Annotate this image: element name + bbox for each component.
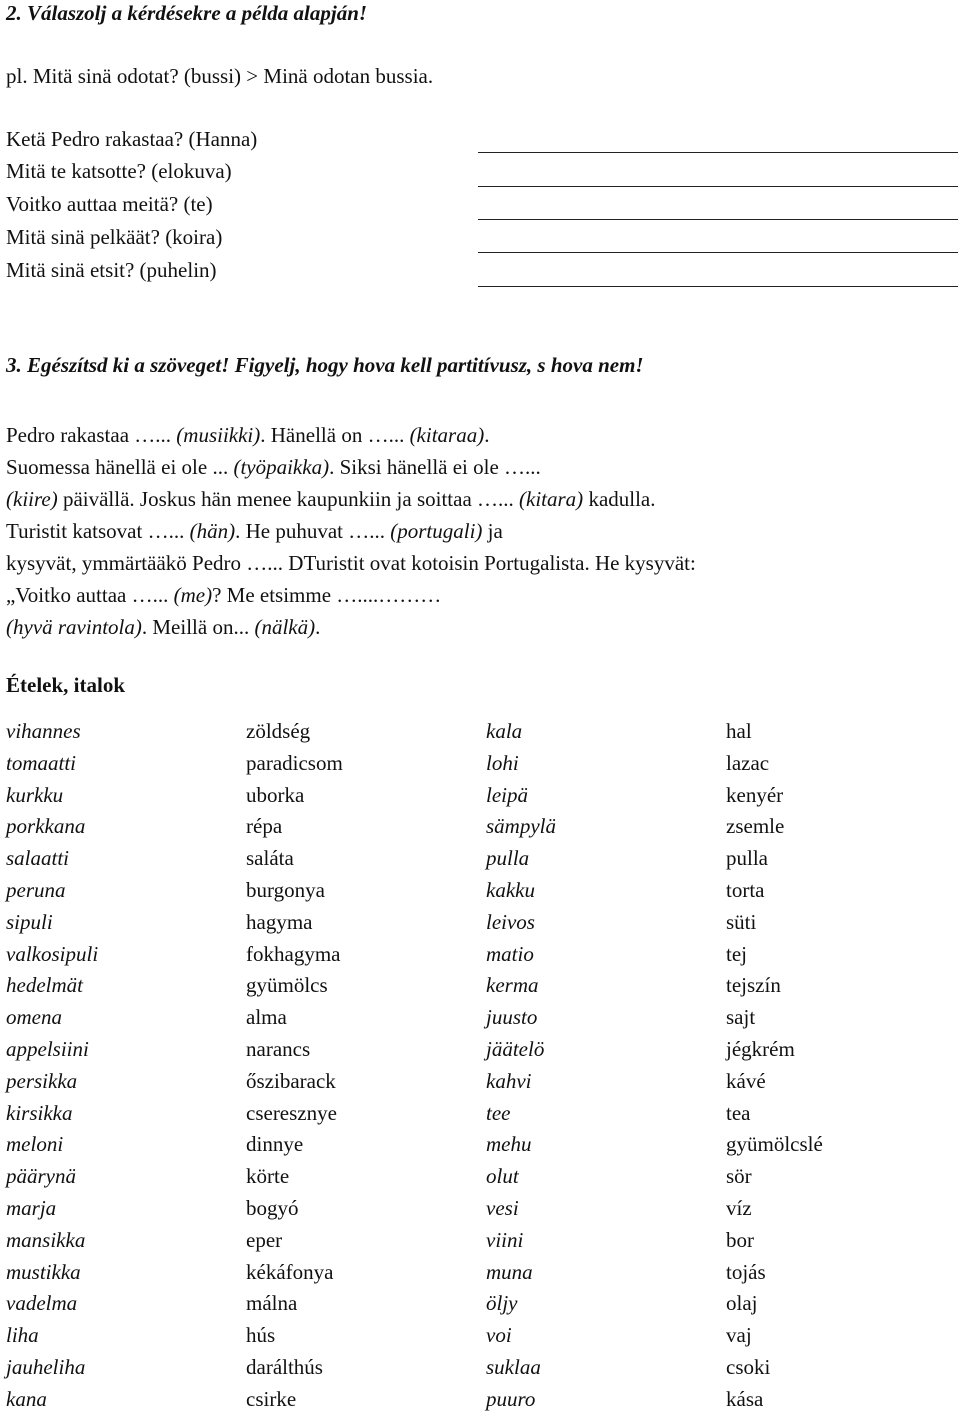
finnish-word: hedelmät	[6, 973, 83, 998]
text-segment: Pedro rakastaa …...	[6, 423, 177, 447]
exercise-2-heading: 2. Válaszolj a kérdésekre a példa alapján!	[6, 1, 368, 25]
finnish-word: pulla	[486, 846, 530, 871]
text-segment: kadulla.	[583, 487, 656, 511]
answer-line[interactable]	[478, 152, 958, 153]
text-segment: . Meillä on...	[141, 615, 255, 639]
hungarian-word: jégkrém	[726, 1036, 795, 1061]
finnish-word: kahvi	[486, 1068, 532, 1093]
vocab-row	[6, 716, 960, 748]
text-line	[6, 419, 956, 451]
text-line	[6, 483, 956, 515]
exercise-3-heading: 3. Egészítsd ki a szöveget! Figyelj, hogy hova kell partitívusz, s hova nem!	[6, 353, 644, 377]
text-segment: . Hänellä on …...	[260, 423, 410, 447]
hungarian-word: kenyér	[726, 782, 784, 807]
finnish-word: persikka	[6, 1068, 78, 1093]
hungarian-word: uborka	[246, 782, 305, 807]
finnish-word: suklaa	[486, 1354, 541, 1379]
hint-word: (musiikki)	[176, 423, 261, 447]
hint-word: (nälkä)	[254, 615, 316, 639]
hungarian-word: torta	[726, 877, 765, 902]
text-segment: . Siksi hänellä ei ole …...	[329, 455, 541, 479]
finnish-word: matio	[486, 941, 534, 966]
finnish-word: mansikka	[6, 1227, 86, 1252]
answer-line[interactable]	[478, 286, 958, 287]
exercise-3-text	[6, 419, 956, 643]
finnish-word: kala	[486, 719, 523, 743]
vocab-row	[6, 1034, 960, 1066]
hungarian-word: pulla	[726, 846, 768, 871]
hungarian-word: csoki	[726, 1354, 771, 1379]
hungarian-word: alma	[246, 1005, 287, 1030]
hungarian-word: hagyma	[246, 909, 313, 934]
hungarian-word: hús	[246, 1323, 276, 1348]
vocab-row	[6, 1352, 960, 1384]
hungarian-word: süti	[726, 909, 757, 934]
vocab-row	[6, 843, 960, 875]
finnish-word: öljy	[486, 1291, 518, 1316]
text-line	[6, 611, 956, 643]
finnish-word: sipuli	[6, 909, 53, 934]
hungarian-word: paradicsom	[246, 750, 343, 775]
hungarian-word: zöldség	[246, 719, 311, 743]
finnish-word: liha	[6, 1323, 39, 1348]
vocab-row	[6, 970, 960, 1002]
hungarian-word: gyümölcs	[246, 973, 328, 998]
text-line	[6, 451, 956, 483]
hungarian-word: körte	[246, 1164, 290, 1189]
text-segment: Suomessa hänellä ei ole ...	[6, 455, 234, 479]
finnish-word: tee	[486, 1100, 511, 1125]
text-line	[6, 515, 956, 547]
finnish-word: kakku	[486, 877, 535, 902]
text-line	[6, 579, 956, 611]
hungarian-word: bogyó	[246, 1195, 299, 1220]
text-segment: . He puhuvat …...	[235, 519, 391, 543]
finnish-word: jauheliha	[6, 1354, 86, 1379]
hint-word: (työpaikka)	[233, 455, 330, 479]
hint-word: (hän)	[189, 519, 236, 543]
hungarian-word: darálthús	[246, 1354, 323, 1379]
finnish-word: kirsikka	[6, 1100, 73, 1125]
finnish-word: mehu	[486, 1132, 532, 1157]
finnish-word: jäätelö	[486, 1036, 545, 1061]
finnish-word: lohi	[486, 750, 519, 775]
hungarian-word: sajt	[726, 1005, 756, 1030]
hungarian-word: zsemle	[726, 814, 785, 839]
finnish-word: vadelma	[6, 1291, 78, 1316]
vocab-row	[6, 1257, 960, 1289]
finnish-word: leipä	[486, 782, 528, 807]
hungarian-word: tojás	[726, 1259, 766, 1284]
text-segment: „Voitko auttaa …...	[6, 583, 174, 607]
vocab-row	[6, 875, 960, 907]
hungarian-word: kása	[726, 1386, 764, 1411]
hint-word: (kitaraa)	[409, 423, 485, 447]
question: Voitko auttaa meitä? (te)	[6, 192, 213, 216]
hungarian-word: burgonya	[246, 877, 325, 902]
vocab-row	[6, 907, 960, 939]
question: Mitä sinä pelkäät? (koira)	[6, 225, 223, 249]
vocab-table	[6, 716, 960, 1416]
vocab-row	[6, 939, 960, 971]
hungarian-word: gyümölcslé	[726, 1132, 823, 1157]
finnish-word: meloni	[6, 1132, 64, 1157]
hungarian-word: víz	[726, 1195, 752, 1220]
answer-line[interactable]	[478, 252, 958, 253]
hungarian-word: őszibarack	[246, 1068, 336, 1093]
vocab-row	[6, 1225, 960, 1257]
hungarian-word: lazac	[726, 750, 770, 775]
vocab-row	[6, 1066, 960, 1098]
hungarian-word: hal	[726, 719, 752, 743]
vocab-row	[6, 1193, 960, 1225]
hungarian-word: tejszín	[726, 973, 781, 998]
finnish-word: sämpylä	[486, 814, 556, 839]
finnish-word: mustikka	[6, 1259, 81, 1284]
finnish-word: vesi	[486, 1195, 519, 1220]
hungarian-word: narancs	[246, 1036, 311, 1061]
text-segment: .	[315, 615, 321, 639]
finnish-word: peruna	[6, 877, 66, 902]
hungarian-word: vaj	[726, 1323, 752, 1348]
question: Mitä te katsotte? (elokuva)	[6, 159, 232, 183]
finnish-word: kana	[6, 1386, 47, 1411]
hint-word: (kiire)	[6, 487, 58, 511]
finnish-word: valkosipuli	[6, 941, 99, 966]
text-segment: Turistit katsovat …...	[6, 519, 190, 543]
hungarian-word: eper	[246, 1227, 283, 1252]
hint-word: (portugali)	[390, 519, 483, 543]
finnish-word: kurkku	[6, 782, 64, 807]
text-segment: ? Me etsimme …....………	[212, 583, 442, 607]
hungarian-word: csirke	[246, 1386, 297, 1411]
vocab-row	[6, 1002, 960, 1034]
hungarian-word: kékáfonya	[246, 1259, 334, 1284]
vocab-row	[6, 1129, 960, 1161]
vocab-row	[6, 1288, 960, 1320]
vocab-heading: Ételek, italok	[6, 673, 125, 697]
text-segment: päivällä. Joskus hän menee kaupunkiin ja soittaa …...	[57, 487, 520, 511]
hint-word: (kitara)	[519, 487, 584, 511]
hungarian-word: málna	[246, 1291, 298, 1316]
finnish-word: vihannes	[6, 719, 81, 743]
finnish-word: marja	[6, 1195, 57, 1220]
vocab-row	[6, 811, 960, 843]
vocab-row	[6, 780, 960, 812]
finnish-word: viini	[486, 1227, 524, 1252]
finnish-word: voi	[486, 1323, 512, 1348]
finnish-word: juusto	[486, 1005, 538, 1030]
hungarian-word: sör	[726, 1164, 752, 1189]
finnish-word: kerma	[486, 973, 539, 998]
vocab-row	[6, 1161, 960, 1193]
text-segment: kysyvät, ymmärtääkö Pedro …... DTuristit ovat kotoisin Portugalista. He kysyvät:	[6, 551, 696, 575]
vocab-row	[6, 1320, 960, 1352]
question: Mitä sinä etsit? (puhelin)	[6, 258, 217, 282]
answer-line[interactable]	[478, 186, 958, 187]
hint-word: (hyvä ravintola)	[6, 615, 142, 639]
hungarian-word: olaj	[726, 1291, 758, 1316]
hungarian-word: fokhagyma	[246, 941, 341, 966]
finnish-word: olut	[486, 1164, 519, 1189]
vocab-row	[6, 1098, 960, 1130]
hungarian-word: répa	[246, 814, 283, 839]
text-segment: .	[484, 423, 490, 447]
hungarian-word: saláta	[246, 846, 294, 871]
finnish-word: omena	[6, 1005, 62, 1030]
vocab-row	[6, 1384, 960, 1416]
finnish-word: tomaatti	[6, 750, 77, 775]
exercise-2-example: pl. Mitä sinä odotat? (bussi) > Minä odotan bussia.	[6, 64, 434, 88]
hungarian-word: bor	[726, 1227, 754, 1252]
text-segment: ja	[482, 519, 503, 543]
hungarian-word: cseresznye	[246, 1100, 337, 1125]
finnish-word: salaatti	[6, 846, 70, 871]
hungarian-word: kávé	[726, 1068, 766, 1093]
hungarian-word: dinnye	[246, 1132, 304, 1157]
finnish-word: päärynä	[6, 1164, 76, 1189]
finnish-word: muna	[486, 1259, 533, 1284]
text-line	[6, 547, 956, 579]
finnish-word: leivos	[486, 909, 535, 934]
hint-word: (me)	[173, 583, 213, 607]
finnish-word: porkkana	[6, 814, 86, 839]
answer-line[interactable]	[478, 219, 958, 220]
vocab-row	[6, 748, 960, 780]
finnish-word: appelsiini	[6, 1036, 89, 1061]
finnish-word: puuro	[486, 1386, 536, 1411]
hungarian-word: tej	[726, 941, 747, 966]
question: Ketä Pedro rakastaa? (Hanna)	[6, 127, 258, 151]
hungarian-word: tea	[726, 1100, 751, 1125]
